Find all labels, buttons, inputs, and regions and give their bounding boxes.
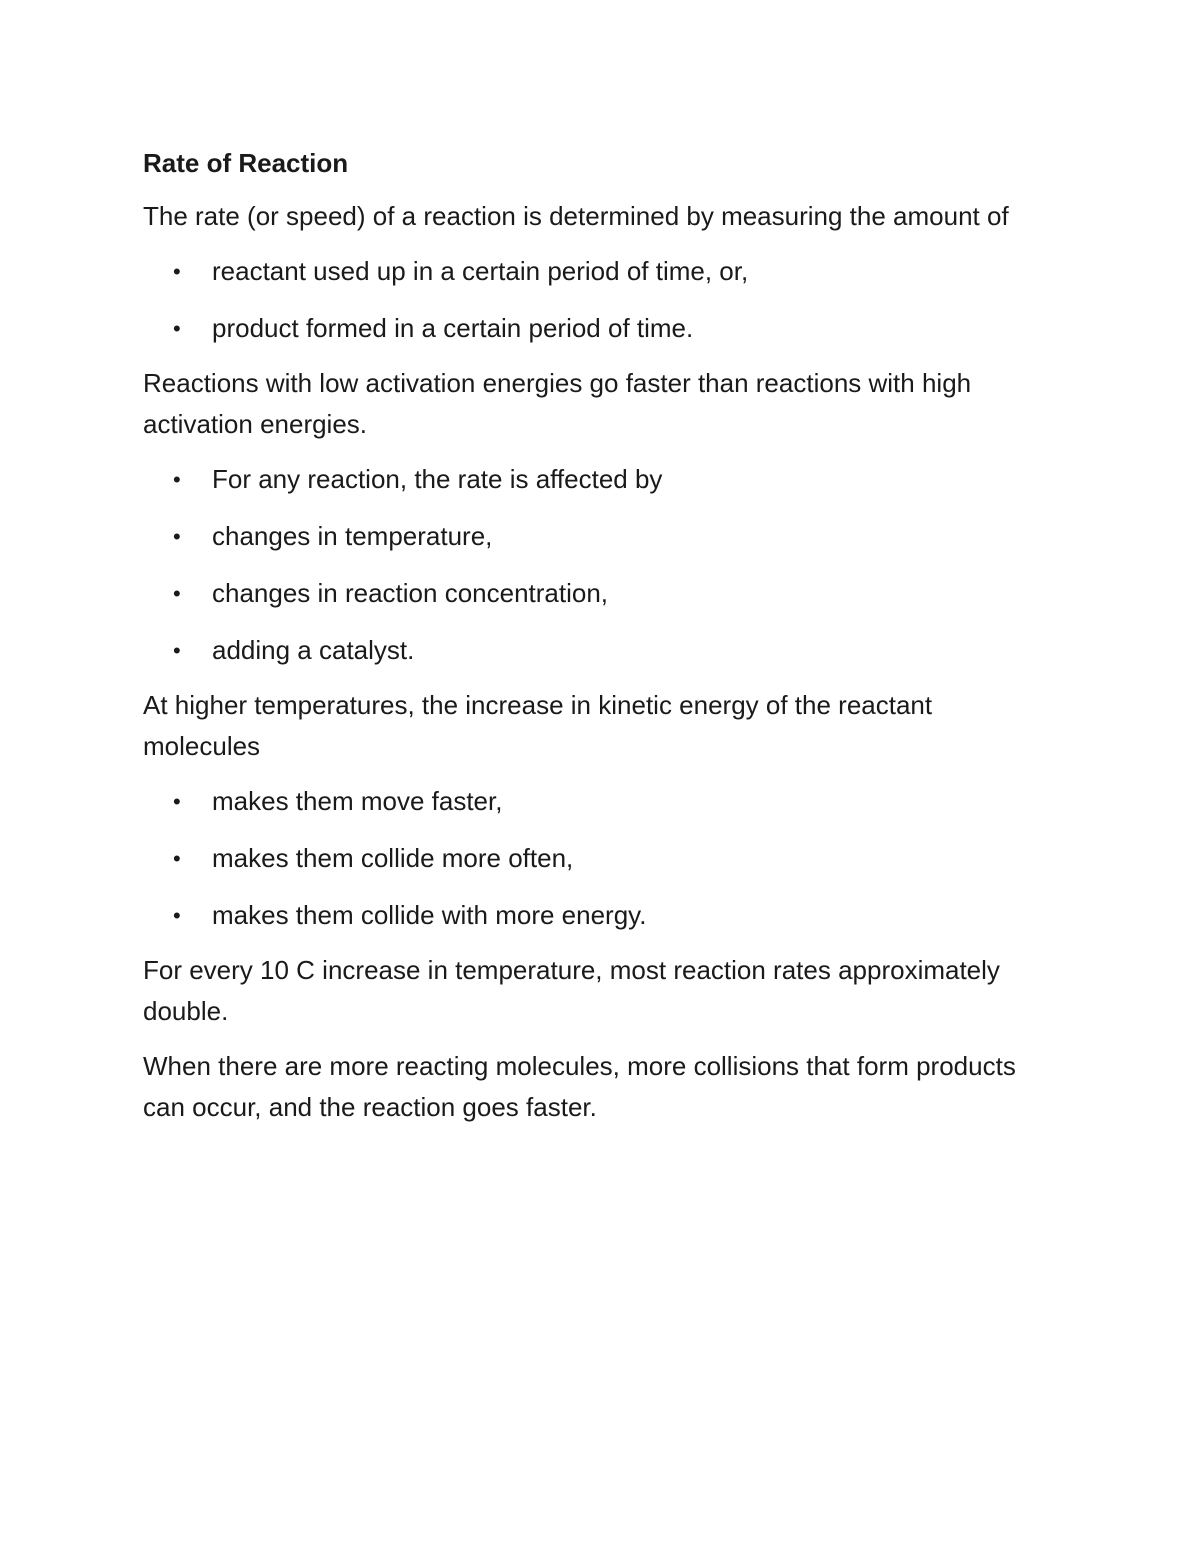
list-item-text: changes in temperature, bbox=[212, 521, 493, 551]
list-item bbox=[143, 251, 1043, 292]
bullet-icon: • bbox=[173, 846, 181, 871]
temperature-paragraph: At higher temperatures, the increase in kinetic energy of the reactant molecules bbox=[143, 690, 933, 761]
activation-energy-paragraph: Reactions with low activation energies go faster than reactions with high activation energies. bbox=[143, 368, 972, 439]
list-item-text: adding a catalyst. bbox=[212, 635, 415, 665]
bullet-icon: • bbox=[173, 259, 181, 284]
list-item-text: makes them collide with more energy. bbox=[212, 900, 647, 930]
bullet-icon: • bbox=[173, 467, 181, 492]
bullet-icon: • bbox=[173, 316, 181, 341]
list-item-text: changes in reaction concentration, bbox=[212, 578, 609, 608]
list-item-text: product formed in a certain period of time. bbox=[212, 313, 694, 343]
bullet-icon: • bbox=[173, 638, 181, 663]
bullet-icon: • bbox=[173, 903, 181, 928]
concentration-paragraph: When there are more reacting molecules, more collisions that form products can occur, and the reaction goes faster. bbox=[143, 1051, 1016, 1122]
kinetic-effects-list bbox=[143, 781, 1043, 936]
list-item-text: makes them collide more often, bbox=[212, 843, 574, 873]
bullet-icon: • bbox=[173, 581, 181, 606]
measurement-list bbox=[143, 251, 1043, 349]
doubling-rule-paragraph: For every 10 C increase in temperature, most reaction rates approximately double. bbox=[143, 955, 1000, 1026]
list-item bbox=[143, 630, 1043, 671]
list-item bbox=[143, 781, 1043, 822]
list-item bbox=[143, 573, 1043, 614]
rate-factors-list bbox=[143, 459, 1043, 671]
list-item bbox=[143, 895, 1043, 936]
bullet-icon: • bbox=[173, 789, 181, 814]
document-title: Rate of Reaction bbox=[143, 148, 349, 178]
document-body bbox=[143, 144, 1043, 1142]
list-item-text: reactant used up in a certain period of time, or, bbox=[212, 256, 749, 286]
list-item bbox=[143, 459, 1043, 500]
list-item bbox=[143, 308, 1043, 349]
list-item bbox=[143, 516, 1043, 557]
list-item-text: makes them move faster, bbox=[212, 786, 503, 816]
list-item-text: For any reaction, the rate is affected by bbox=[212, 464, 663, 494]
intro-paragraph: The rate (or speed) of a reaction is determined by measuring the amount of bbox=[143, 201, 1009, 231]
list-item bbox=[143, 838, 1043, 879]
bullet-icon: • bbox=[173, 524, 181, 549]
